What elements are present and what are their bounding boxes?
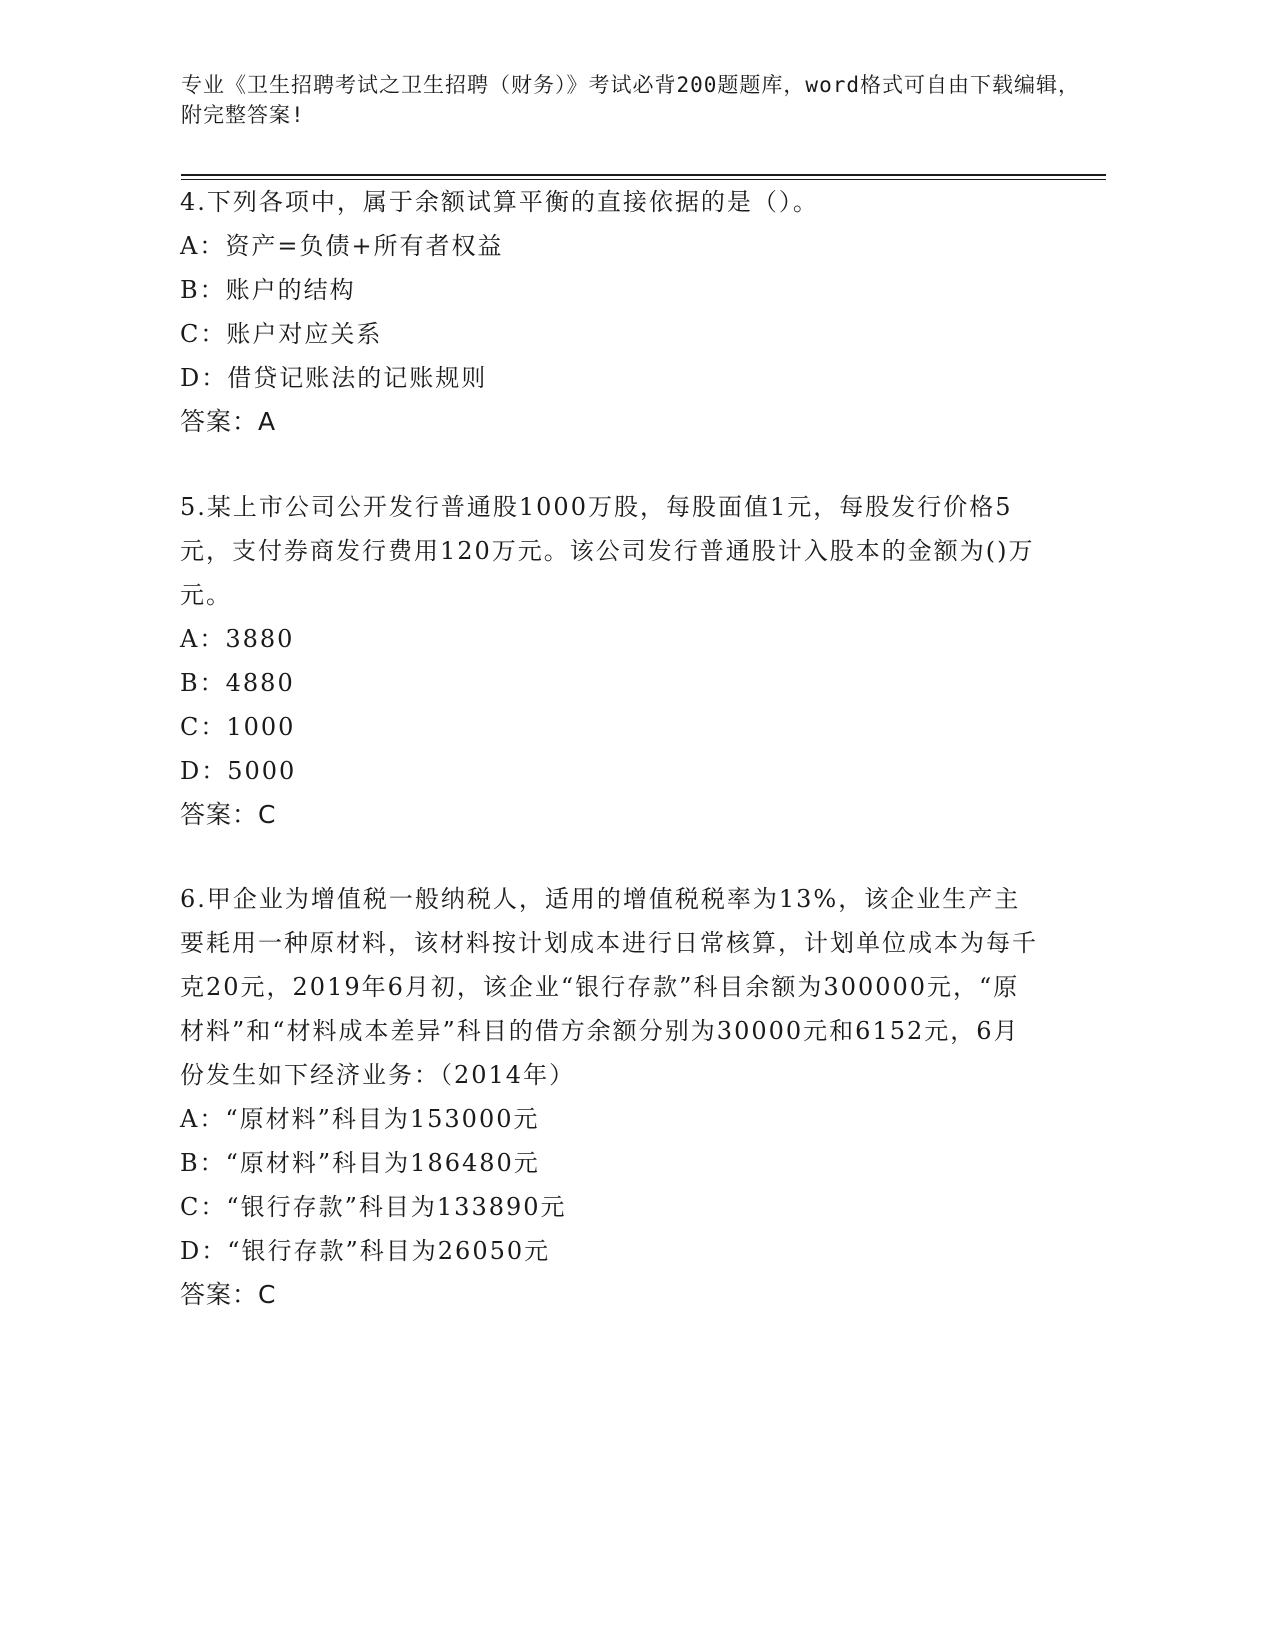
question-stem: 4.下列各项中，属于余额试算平衡的直接依据的是（）。 <box>180 188 819 216</box>
question-stem: 5.某上市公司公开发行普通股1000万股，每股面值1元，每股发行价格5元，支付券商发行费用120万元。该公司发行普通股计入股本的金额为()万元。 <box>180 493 1035 609</box>
answer-line: 答案：C <box>180 1280 277 1309</box>
option-b: B：4880 <box>180 669 295 697</box>
answer-line: 答案：C <box>180 800 277 829</box>
answer-line: 答案：A <box>180 407 277 436</box>
option-a: A：资产=负债+所有者权益 <box>180 232 504 260</box>
option-c: C：账户对应关系 <box>180 320 383 348</box>
question-stem: 6.甲企业为增值税一般纳税人，适用的增值税税率为13%，该企业生产主要耗用一种原材料，该材料按计划成本进行日常核算，计划单位成本为每千克20元，2019年6月初，该企业“银行存款”科目余额为300000元，“原材料”和“材料成本差异”科目的借方余额分别为30000元和6152元，6月份发生如下经济业务：（2014年） <box>180 885 1038 1089</box>
option-a: A：3880 <box>180 625 295 653</box>
option-a: A：“原材料”科目为153000元 <box>180 1105 540 1133</box>
option-c: C：“银行存款”科目为133890元 <box>180 1193 567 1221</box>
question-block-6 <box>180 877 1040 1317</box>
option-d: D：5000 <box>180 757 297 785</box>
question-block-4 <box>180 180 1040 444</box>
option-d: D：借贷记账法的记账规则 <box>180 364 488 392</box>
document-header: 专业《卫生招聘考试之卫生招聘（财务）》考试必背200题题库，word格式可自由下载编辑，附完整答案! <box>181 73 1080 127</box>
option-d: D：“银行存款”科目为26050元 <box>180 1237 551 1265</box>
option-b: B：“原材料”科目为186480元 <box>180 1149 540 1177</box>
header-divider-thick <box>181 174 1106 176</box>
option-c: C：1000 <box>180 713 296 741</box>
question-block-5 <box>180 485 1040 837</box>
option-b: B：账户的结构 <box>180 276 356 304</box>
